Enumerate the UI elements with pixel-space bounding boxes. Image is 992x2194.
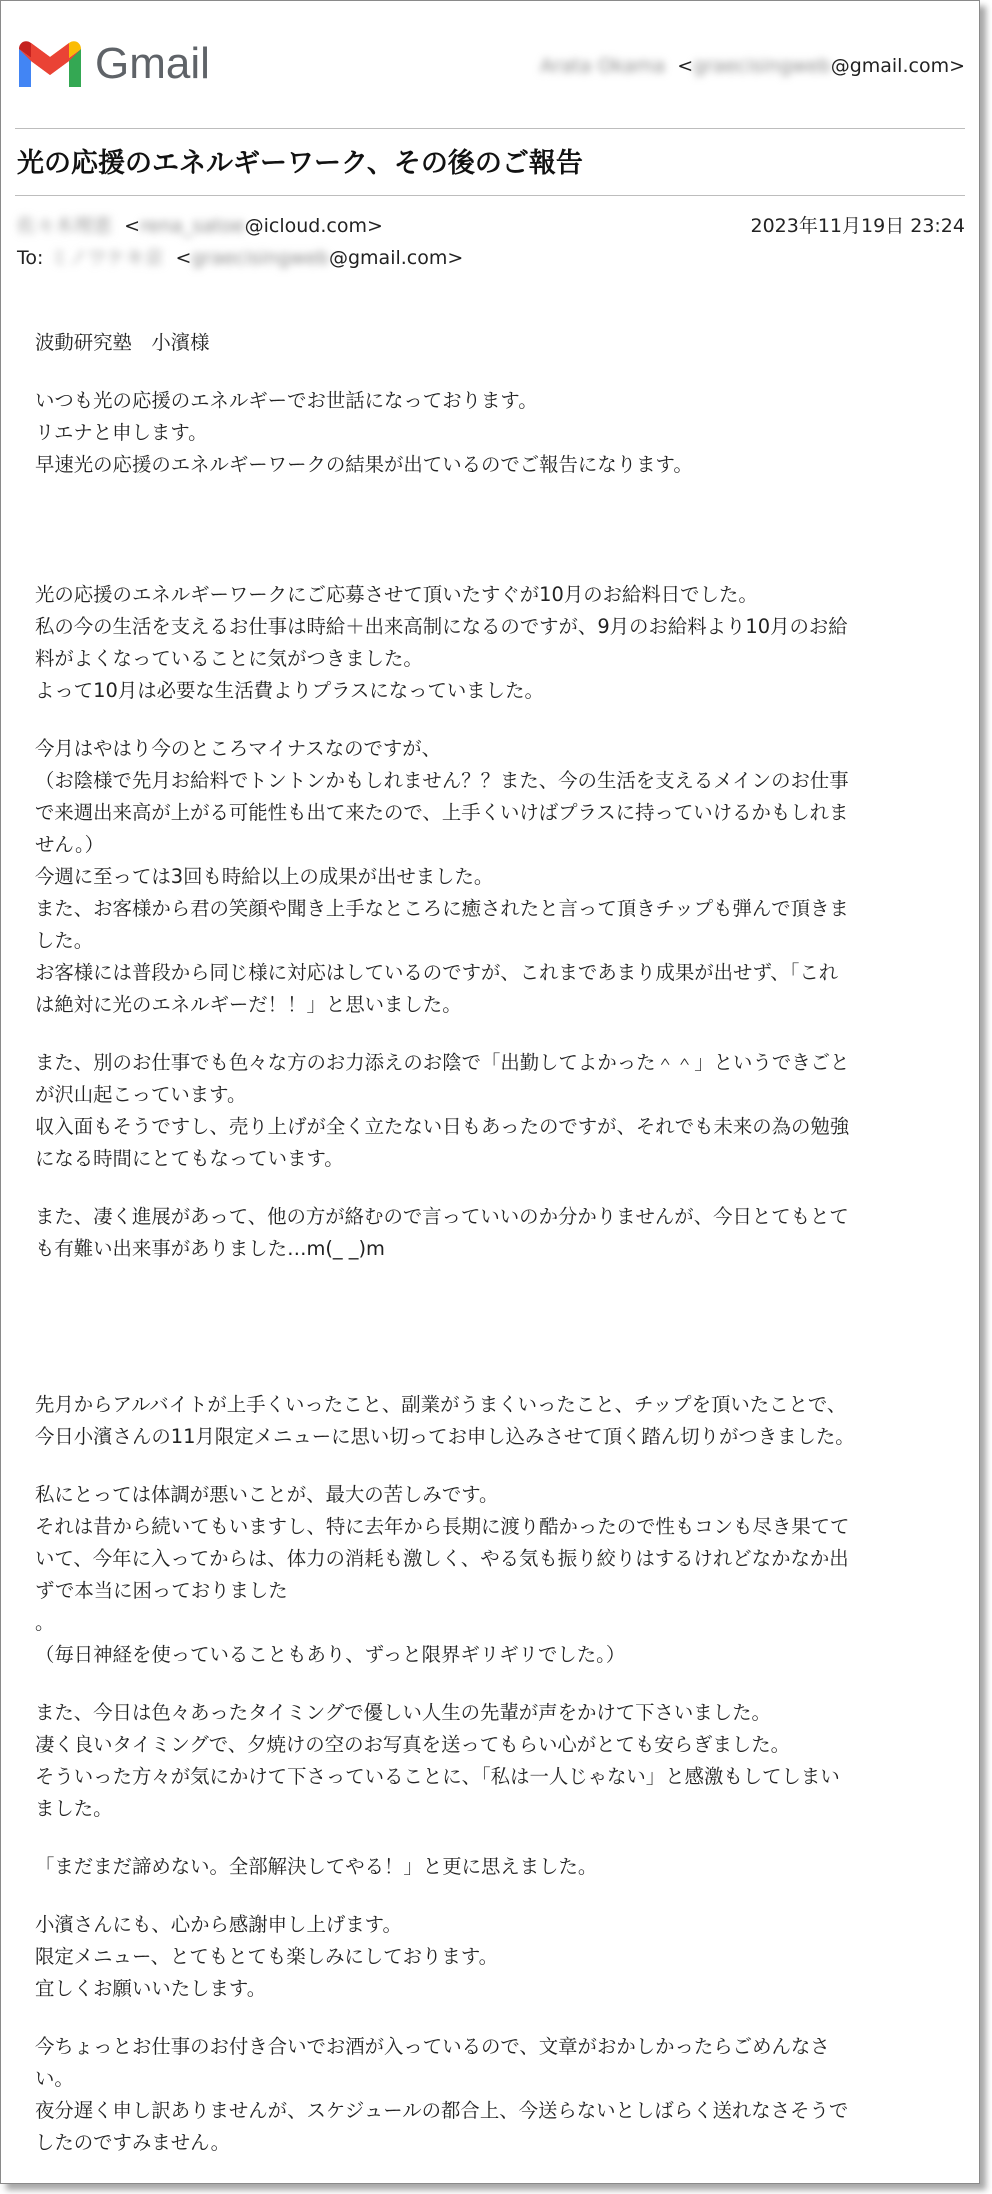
sender-name: 佐々木理恵 xyxy=(17,215,113,237)
email-subject: 光の応援のエネルギーワーク、その後のご報告 xyxy=(17,148,583,179)
gmail-wordmark: Gmail xyxy=(95,39,210,88)
body-line: ずで本当に困っておりました xyxy=(35,1579,288,1602)
email-body xyxy=(35,327,940,2159)
body-line: 波動研究塾 小濱様 xyxy=(35,331,210,354)
account-email-domain: @gmail.com> xyxy=(830,55,965,77)
body-line: それは昔から続いてもいますし、特に去年から長期に渡り酷かったので性もコンも尽き果てて xyxy=(35,1515,850,1538)
body-line: 。 xyxy=(35,1611,55,1634)
body-line: 私にとっては体調が悪いことが、最大の苦しみです。 xyxy=(35,1483,499,1506)
body-line: 凄く良いタイミングで、夕焼けの空のお写真を送ってもらい心がとても安らぎました。 xyxy=(35,1733,791,1756)
body-line: 先月からアルバイトが上手くいったこと、副業がうまくいったこと、チップを頂いたことで、 xyxy=(35,1393,847,1416)
body-line: 今ちょっとお仕事のお付き合いでお酒が入っているので、文章がおかしかったらごめんなさ xyxy=(35,2035,830,2058)
recipient-line: To: ミノワケキ京 <graecisingweb@gmail.com> xyxy=(17,247,464,269)
sender-line: 佐々木理恵 <rena_satoe@icloud.com> 2023年11月19日 23:24 xyxy=(17,211,965,238)
subject-divider xyxy=(15,195,965,196)
body-line: で来週出来高が上がる可能性も出て来たので、上手くいけばプラスに持っていけるかもしれま xyxy=(35,801,849,824)
body-line: せん。） xyxy=(35,833,105,856)
body-line: 早速光の応援のエネルギーワークの結果が出ているのでご報告になります。 xyxy=(35,453,693,476)
body-line: したのですみません。 xyxy=(35,2131,231,2154)
gmail-header xyxy=(15,29,965,99)
body-line: 小濱さんにも、心から感謝申し上げます。 xyxy=(35,1913,402,1936)
header-divider xyxy=(15,128,965,129)
body-line: お客様には普段から同じ様に対応はしているのですが、これまであまり成果が出せず、「これ xyxy=(35,961,839,984)
body-line: になる時間にとてもなっています。 xyxy=(35,1147,344,1170)
body-line: 光の応援のエネルギーワークにご応募させて頂いたすぐが10月のお給料日でした。 xyxy=(35,583,758,606)
sender-email-local: rena_satoe xyxy=(140,215,245,237)
body-line: 今週に至っては3回も時給以上の成果が出せました。 xyxy=(35,865,494,888)
recipient-name: ミノワケキ京 xyxy=(49,247,164,269)
body-line: 限定メニュー、とてもとても楽しみにしております。 xyxy=(35,1945,499,1968)
body-line: また、別のお仕事でも色々な方のお力添えのお陰で「出勤してよかった＾＾」というできごと xyxy=(35,1051,850,1074)
account-name: Arata Okama xyxy=(540,55,666,77)
body-line: そういった方々が気にかけて下さっていることに、「私は一人じゃない」と感激もしてしまい xyxy=(35,1765,840,1788)
body-line: また、お客様から君の笑顔や聞き上手なところに癒されたと言って頂きチップも弾んで頂きま xyxy=(35,897,849,920)
body-line: 収入面もそうですし、売り上げが全く立たない日もあったのですが、それでも未来の為の勉強 xyxy=(35,1115,850,1138)
body-line: 私の今の生活を支えるお仕事は時給＋出来高制になるのですが、9月のお給料より10月のお給 xyxy=(35,615,848,638)
body-line: が沢山起こっています。 xyxy=(35,1083,247,1106)
account-email-local: graecisingweb xyxy=(693,55,831,77)
body-line: 料がよくなっていることに気がつきました。 xyxy=(35,647,423,670)
sender-email-domain: @icloud.com> xyxy=(244,215,383,237)
recipient-email-local: graecisingweb xyxy=(191,247,329,269)
body-line: よって10月は必要な生活費よりプラスになっていました。 xyxy=(35,679,544,702)
body-line: また、今日は色々あったタイミングで優しい人生の先輩が声をかけて下さいました。 xyxy=(35,1701,771,1724)
body-line: い。 xyxy=(35,2067,74,2090)
body-line: （毎日神経を使っていることもあり、ずっと限界ギリギリでした。） xyxy=(35,1643,626,1666)
body-line: （お陰様で先月お給料でトントンかもしれません？？また、今の生活を支えるメインのお仕事 xyxy=(35,769,849,792)
body-line: 今日小濱さんの11月限定メニューに思い切ってお申し込みさせて頂く踏ん切りがつきました。 xyxy=(35,1425,855,1448)
body-line: いつも光の応援のエネルギーでお世話になっております。 xyxy=(35,389,538,412)
body-line: した。 xyxy=(35,929,94,952)
body-line: また、凄く進展があって、他の方が絡むので言っていいのか分かりませんが、今日とてもとて xyxy=(35,1205,849,1228)
body-line: リエナと申します。 xyxy=(35,421,208,444)
body-line: ました。 xyxy=(35,1797,113,1820)
to-label: To: xyxy=(17,247,44,269)
body-line: いて、今年に入ってからは、体力の消耗も激しく、やる気も振り絞りはするけれどなかなか出 xyxy=(35,1547,849,1570)
account-email: Arata Okama <graecisingweb@gmail.com> xyxy=(540,55,965,77)
body-line: 宜しくお願いいたします。 xyxy=(35,1977,267,2000)
body-line: 夜分遅く申し訳ありませんが、スケジュールの都合上、今送らないとしばらく送れなさそうで xyxy=(35,2099,849,2122)
body-line: 今月はやはり今のところマイナスなのですが、 xyxy=(35,737,442,760)
body-line: 「まだまだ諦めない。全部解決してやる！」と更に思えました。 xyxy=(35,1855,598,1878)
email-date: 2023年11月19日 23:24 xyxy=(750,215,965,237)
gmail-logo-icon xyxy=(15,37,85,91)
recipient-email-domain: @gmail.com> xyxy=(328,247,464,269)
body-line: も有難い出来事がありました…m(_ _)m xyxy=(35,1237,385,1260)
body-line: は絶対に光のエネルギーだ！！」と思いました。 xyxy=(35,993,462,1016)
